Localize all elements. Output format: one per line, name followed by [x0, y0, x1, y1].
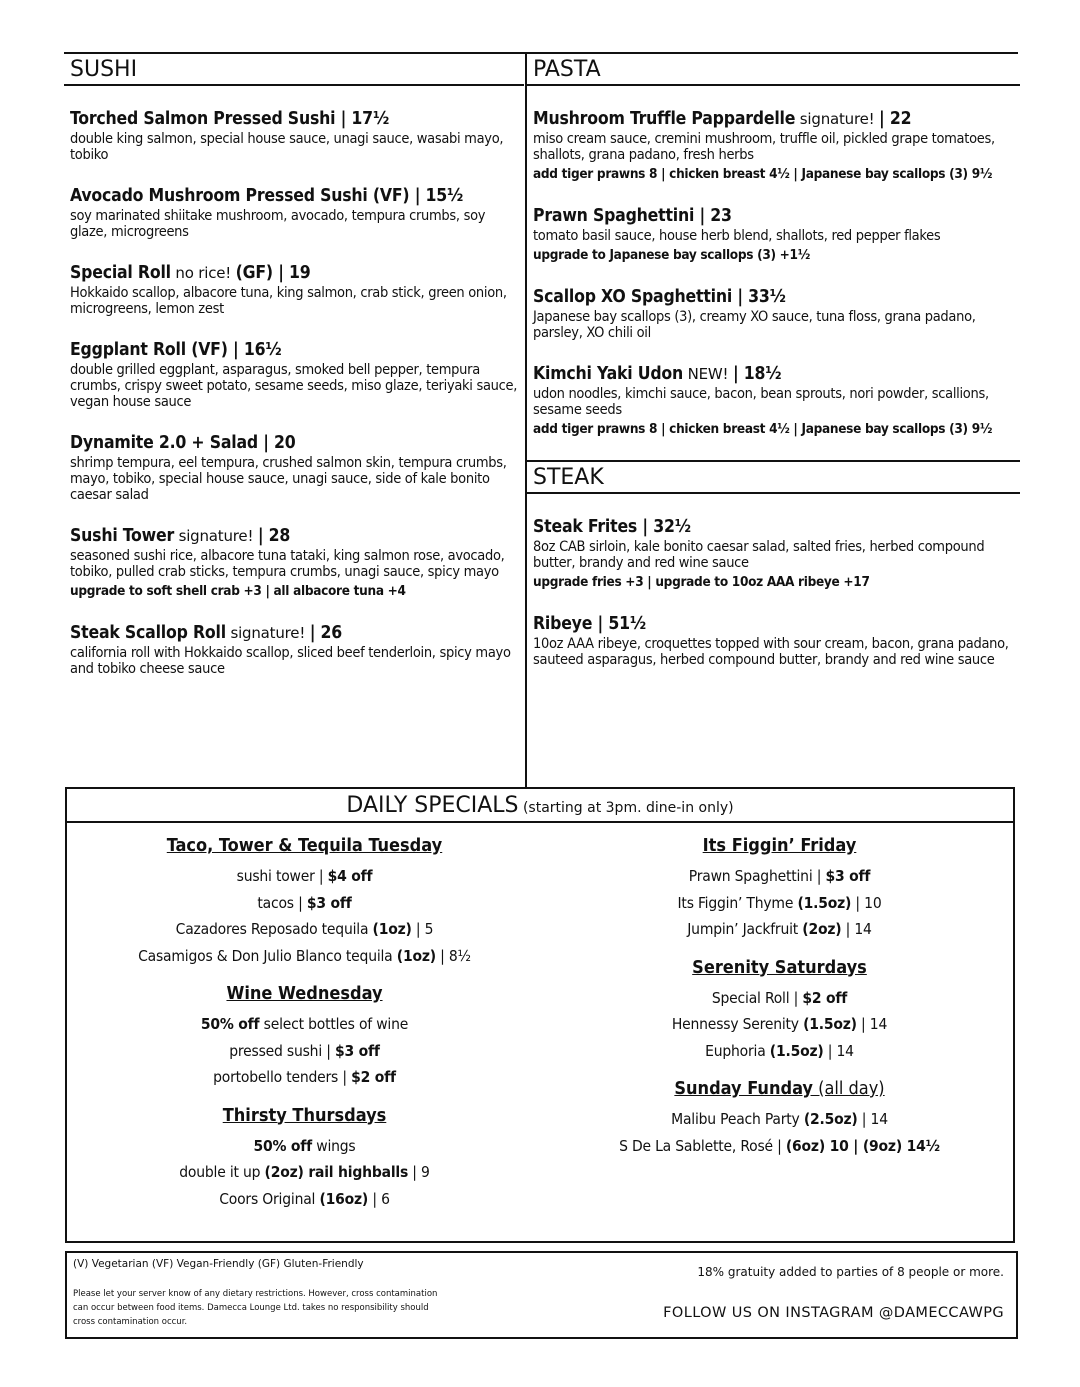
- menu-item: [533, 363, 1020, 438]
- special-highlight: (1.5oz): [769, 1041, 824, 1060]
- special-day-title: [67, 1105, 542, 1127]
- specials-left: [67, 835, 542, 1226]
- menu-top: [64, 52, 1018, 789]
- item-name-line: [533, 363, 1020, 385]
- item-price: (GF) | 19: [235, 263, 311, 283]
- item-name-line: [533, 108, 1020, 130]
- item-name: Special Roll: [70, 263, 171, 283]
- item-note: signature!: [225, 624, 310, 642]
- special-text-after: | 14: [841, 920, 872, 938]
- special-text: Euphoria: [705, 1041, 770, 1060]
- special-highlight: (6oz) 10 | (9oz) 14½: [785, 1136, 940, 1155]
- item-description: double king salmon, special house sauce, unagi sauce, wasabi mayo, tobiko: [70, 131, 504, 163]
- special-text: Its Figgin’ Thyme: [677, 893, 798, 912]
- special-highlight: $3 off: [825, 867, 871, 885]
- steak-heading: STEAK: [527, 460, 1020, 494]
- special-line: [542, 890, 1017, 917]
- instagram-link[interactable]: FOLLOW US ON INSTAGRAM @DAMECCAWPG: [663, 1305, 1004, 1321]
- special-text: S De La Sablette, Rosé |: [619, 1136, 786, 1155]
- daily-specials: [65, 787, 1015, 1243]
- item-name-line: [533, 286, 1020, 308]
- item-addons: upgrade fries +3 | upgrade to 10oz AAA ribeye +17: [533, 574, 870, 590]
- menu-item: [533, 286, 1020, 341]
- special-highlight: (1oz): [396, 946, 436, 965]
- special-day: [67, 835, 542, 969]
- special-day-title: [67, 835, 542, 857]
- item-name-line: [70, 108, 524, 130]
- special-line: [542, 985, 1017, 1012]
- item-description: 8oz CAB sirloin, kale bonito caesar salad, salted fries, herbed compound butter, brandy and red wine sauce: [533, 539, 985, 571]
- special-line: [67, 943, 542, 970]
- item-name-line: [70, 622, 524, 644]
- special-day-title: [542, 1078, 1017, 1100]
- special-text: Casamigos & Don Julio Blanco tequila: [138, 946, 397, 965]
- special-day-title: [542, 957, 1017, 979]
- special-line: [542, 1133, 1017, 1160]
- item-name: Scallop XO Spaghettini | 33½: [533, 287, 786, 307]
- sushi-column: [64, 54, 524, 699]
- special-highlight: (2oz): [802, 920, 842, 938]
- special-line: [67, 916, 542, 943]
- menu-item: [70, 339, 524, 410]
- special-text: Special Roll |: [711, 988, 803, 1007]
- menu-item: [533, 108, 1020, 183]
- special-highlight: $2 off: [802, 988, 848, 1007]
- item-name-line: [70, 339, 524, 361]
- special-day-title: [67, 983, 542, 1005]
- special-text: Hennessy Serenity: [671, 1015, 804, 1033]
- diet-legend: (V) Vegetarian (VF) Vegan-Friendly (GF) Gluten-Friendly: [73, 1258, 364, 1270]
- special-highlight: 50% off: [200, 1015, 260, 1033]
- item-note: signature!: [795, 110, 880, 128]
- item-note: no rice!: [170, 264, 236, 282]
- special-text-after: | 5: [411, 920, 434, 938]
- special-line: [67, 1133, 542, 1160]
- special-text: portobello tenders |: [213, 1068, 352, 1086]
- item-description: california roll with Hokkaido scallop, sliced beef tenderloin, spicy mayo and tobiko cheese sauce: [70, 645, 511, 677]
- special-highlight: $2 off: [351, 1068, 396, 1086]
- item-name: Torched Salmon Pressed Sushi | 17½: [70, 109, 390, 129]
- item-addons: upgrade to soft shell crab +3 | all albacore tuna +4: [70, 583, 406, 599]
- item-name-line: [70, 525, 524, 547]
- day-name: Thirsty Thursdays: [222, 1104, 387, 1126]
- item-price: | 26: [309, 623, 343, 643]
- pasta-items: [527, 86, 1020, 438]
- special-text: double it up: [179, 1163, 265, 1181]
- special-text: tacos |: [257, 893, 307, 912]
- item-description: tomato basil sauce, house herb blend, shallots, red pepper flakes: [533, 228, 941, 244]
- item-addons: add tiger prawns 8 | chicken breast 4½ | Japanese bay scallops (3) 9½: [533, 166, 993, 182]
- special-highlight: (2.5oz): [803, 1110, 858, 1128]
- special-day: [67, 1105, 542, 1213]
- item-note: signature!: [174, 527, 258, 545]
- menu-item: [70, 185, 524, 240]
- item-addons: upgrade to Japanese bay scallops (3) +1½: [533, 247, 810, 263]
- special-text-after: | 8½: [435, 946, 471, 965]
- menu-item: [70, 432, 524, 503]
- item-name: Steak Scallop Roll: [70, 623, 226, 643]
- special-text: Coors Original: [219, 1189, 320, 1208]
- special-text: sushi tower |: [236, 867, 328, 885]
- special-highlight: $3 off: [334, 1041, 380, 1060]
- item-name: Mushroom Truffle Pappardelle: [533, 109, 796, 129]
- special-text: Cazadores Reposado tequila: [175, 920, 373, 938]
- special-line: [67, 890, 542, 917]
- special-day: [542, 957, 1017, 1065]
- special-text: Prawn Spaghettini |: [688, 867, 826, 885]
- menu-item: [533, 613, 1020, 668]
- allergy-disclaimer: Please let your server know of any dietary restrictions. However, cross contamination can occur between food items. Damecca Lounge Ltd. takes no responsibility should cross contamination occur.: [73, 1289, 438, 1327]
- special-line: [542, 1038, 1017, 1065]
- special-text-after: | 6: [368, 1189, 390, 1208]
- special-highlight: 50% off: [253, 1136, 313, 1155]
- item-name-line: [70, 432, 524, 454]
- item-description: shrimp tempura, eel tempura, crushed salmon skin, tempura crumbs, mayo, tobiko, special house sauce, unagi sauce, side of kale bonito caesar salad: [70, 455, 507, 503]
- special-day-title: [542, 835, 1017, 857]
- sushi-items: [64, 86, 524, 677]
- specials-subtitle: (starting at 3pm. dine-in only): [518, 800, 734, 816]
- special-line: [67, 1186, 542, 1213]
- item-name: Dynamite 2.0 + Salad | 20: [70, 433, 296, 453]
- item-name: Ribeye | 51½: [533, 614, 646, 634]
- menu-columns: [64, 52, 1018, 789]
- item-price: | 22: [879, 109, 912, 129]
- special-text-after: | 9: [408, 1163, 430, 1181]
- menu-item: [70, 622, 524, 677]
- special-line: [67, 1159, 542, 1186]
- special-line: [542, 863, 1017, 890]
- menu-footer: [65, 1251, 1018, 1339]
- item-name: Prawn Spaghettini | 23: [533, 206, 732, 226]
- item-name: Steak Frites | 32½: [533, 517, 691, 537]
- item-description: Japanese bay scallops (3), creamy XO sauce, tuna floss, grana padano, parsley, XO chili oil: [533, 309, 976, 341]
- gratuity-note: 18% gratuity added to parties of 8 people or more.: [697, 1265, 1004, 1279]
- special-text-after: select bottles of wine: [259, 1015, 409, 1033]
- item-name-line: [533, 516, 1020, 538]
- item-addons: add tiger prawns 8 | chicken breast 4½ | Japanese bay scallops (3) 9½: [533, 421, 993, 437]
- special-text-after: | 14: [823, 1041, 854, 1060]
- special-line: [542, 916, 1017, 943]
- specials-right: [542, 835, 1017, 1173]
- special-line: [542, 1106, 1017, 1133]
- special-text: pressed sushi |: [229, 1041, 335, 1060]
- item-price: | 18½: [732, 364, 782, 384]
- day-name: Wine Wednesday: [226, 983, 383, 1004]
- steak-items: [527, 494, 1020, 668]
- day-name: Serenity Saturdays: [692, 956, 867, 978]
- special-highlight: (1.5oz): [803, 1015, 857, 1033]
- special-line: [67, 1038, 542, 1065]
- day-name: Its Figgin’ Friday: [702, 835, 857, 856]
- special-highlight: $3 off: [306, 893, 352, 912]
- special-line: [67, 1064, 542, 1091]
- item-price: | 28: [257, 526, 291, 546]
- item-description: 10oz AAA ribeye, croquettes topped with sour cream, bacon, grana padano, sauteed asparagus, herbed compound butter, brandy and red wine sauce: [533, 636, 1009, 668]
- sushi-heading: SUSHI: [64, 54, 524, 86]
- menu-item: [70, 262, 524, 317]
- day-extra: (all day): [813, 1078, 885, 1099]
- menu-item: [70, 108, 524, 163]
- day-name: Sunday Funday: [674, 1078, 813, 1099]
- special-text-after: wings: [312, 1136, 356, 1155]
- item-note: NEW!: [683, 365, 733, 383]
- item-name: Eggplant Roll (VF) | 16½: [70, 340, 282, 360]
- menu-item: [533, 205, 1020, 264]
- item-description: double grilled eggplant, asparagus, smoked bell pepper, tempura crumbs, crispy sweet potato, sesame seeds, miso glaze, teriyaki sauce, vegan house sauce: [70, 362, 518, 410]
- right-column: [525, 54, 1020, 789]
- specials-title-text: DAILY SPECIALS: [346, 793, 519, 818]
- specials-title: [67, 789, 1013, 823]
- special-text-after: | 14: [856, 1015, 888, 1033]
- menu-item: [533, 516, 1020, 591]
- special-day: [67, 983, 542, 1091]
- special-text: Malibu Peach Party: [671, 1110, 804, 1128]
- item-name-line: [70, 185, 524, 207]
- menu-item: [70, 525, 524, 600]
- item-description: soy marinated shiitake mushroom, avocado, tempura crumbs, soy glaze, microgreens: [70, 208, 486, 240]
- item-description: udon noodles, kimchi sauce, bacon, bean sprouts, nori powder, scallions, sesame seeds: [533, 386, 989, 418]
- item-name-line: [533, 205, 1020, 227]
- pasta-heading: PASTA: [527, 54, 1020, 86]
- special-line: [67, 863, 542, 890]
- special-text-after: | 10: [851, 893, 882, 912]
- item-name: Kimchi Yaki Udon: [533, 364, 684, 384]
- day-name: Taco, Tower & Tequila Tuesday: [166, 835, 443, 856]
- special-highlight: (1.5oz): [797, 893, 852, 912]
- item-name-line: [70, 262, 524, 284]
- item-description: Hokkaido scallop, albacore tuna, king salmon, crab stick, green onion, microgreens, lemon zest: [70, 285, 507, 317]
- item-name: Avocado Mushroom Pressed Sushi (VF) | 15½: [70, 186, 464, 206]
- special-highlight: $4 off: [327, 867, 373, 885]
- special-text-after: | 14: [857, 1110, 888, 1128]
- item-description: seasoned sushi rice, albacore tuna tataki, king salmon rose, avocado, tobiko, pulled crab sticks, tempura crumbs, unagi sauce, spicy mayo: [70, 548, 505, 580]
- special-text: Jumpin’ Jackfruit: [687, 920, 803, 938]
- special-line: [67, 1011, 542, 1038]
- special-highlight: (1oz): [372, 920, 412, 938]
- special-highlight: (2oz) rail highballs: [264, 1163, 409, 1181]
- item-name-line: [533, 613, 1020, 635]
- special-day: [542, 1078, 1017, 1159]
- item-description: miso cream sauce, cremini mushroom, truffle oil, pickled grape tomatoes, shallots, grana padano, fresh herbs: [533, 131, 995, 163]
- item-name: Sushi Tower: [70, 526, 175, 546]
- special-day: [542, 835, 1017, 943]
- special-line: [542, 1011, 1017, 1038]
- special-highlight: (16oz): [319, 1189, 369, 1208]
